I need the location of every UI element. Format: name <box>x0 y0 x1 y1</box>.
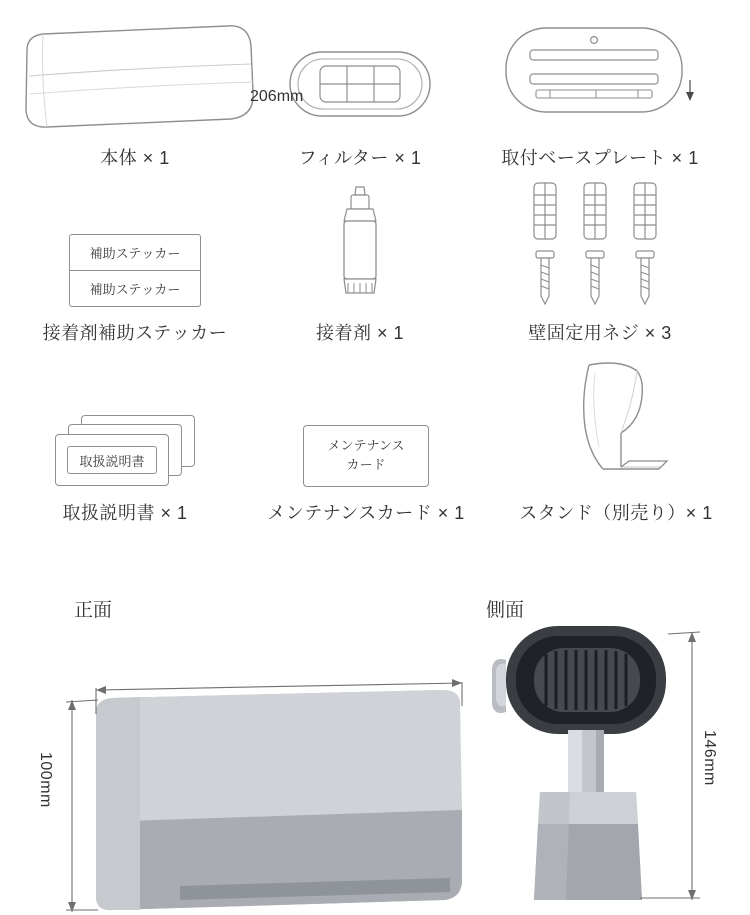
part-label: 取扱説明書 × 1 <box>62 503 188 523</box>
sticker-line-1: 補助ステッカー <box>89 246 181 261</box>
part-label: 接着剤 × 1 <box>315 323 405 343</box>
part-label: スタンド（別売り）× 1 <box>519 503 713 523</box>
front-unit-body <box>96 690 462 910</box>
part-label: 取付ベースプレート × 1 <box>501 148 699 168</box>
sticker-line-2: 補助ステッカー <box>70 270 200 306</box>
part-label: メンテナンスカード × 1 <box>267 503 465 523</box>
front-view-label: 正面 <box>74 600 113 621</box>
maintenance-card-line-1: メンテナンス <box>327 438 405 454</box>
part-label: 接着剤補助ステッカー <box>42 323 228 343</box>
side-unit-head <box>492 626 666 734</box>
part-label: フィルター × 1 <box>298 148 422 168</box>
side-height-dimension-label: 146mm <box>701 730 718 786</box>
height-dimension-label: 100mm <box>37 752 54 808</box>
part-label: 本体 × 1 <box>100 148 170 168</box>
maintenance-card-line-2: カード <box>346 457 386 472</box>
manual-card-text: 取扱説明書 <box>67 446 157 474</box>
width-dimension-label: 206mm <box>250 88 304 105</box>
side-unit-stand <box>534 730 642 900</box>
part-label: 壁固定用ネジ × 3 <box>528 323 672 343</box>
side-view-label: 側面 <box>486 600 525 621</box>
height-dimension-line <box>66 700 98 912</box>
